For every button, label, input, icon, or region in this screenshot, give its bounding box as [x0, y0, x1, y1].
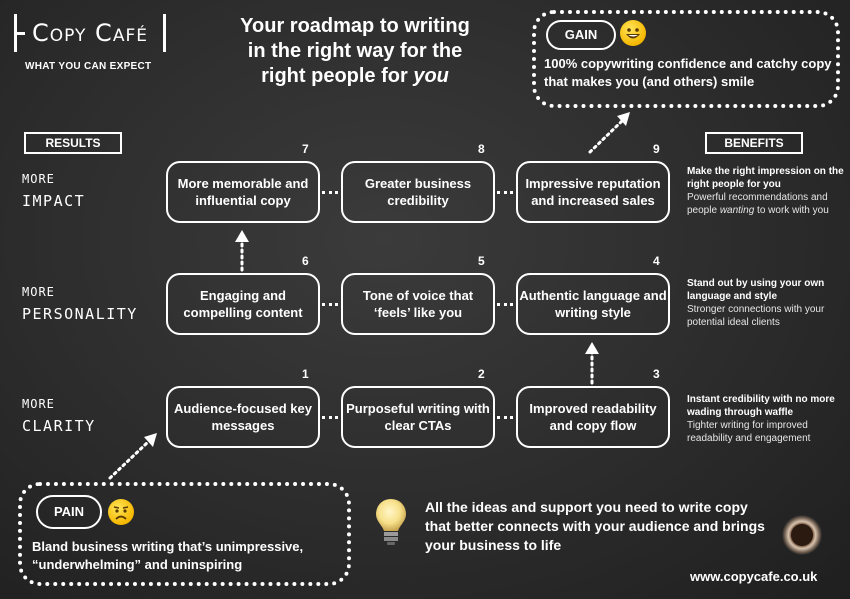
pain-text: Bland business writing that’s unimpressive, “underwhelming” and uninspiring [32, 539, 304, 572]
step-number: 5 [478, 254, 485, 268]
row-more-text: MORE [22, 285, 55, 299]
benefit-impact [687, 165, 847, 217]
row-main-text: PERSONALITY [22, 305, 138, 323]
row-more-text: MORE [22, 397, 55, 411]
arrow-head-up [235, 230, 249, 242]
worried-face-icon [108, 499, 134, 525]
benefit-detail-text: to work with you [754, 205, 829, 216]
benefit-headline: Instant credibility with no more wading through waffle [687, 394, 835, 418]
benefit-headline: Stand out by using your own language and style [687, 278, 825, 302]
arrow-pain-to-1-line [110, 442, 148, 478]
step-number: 8 [478, 142, 485, 156]
row-main-text: IMPACT [22, 192, 86, 210]
gain-text: 100% copywriting confidence and catchy copy that makes you (and others) smile [544, 56, 832, 89]
step-number: 6 [302, 254, 309, 268]
title-line-2: in the right way for the [247, 40, 463, 62]
step-text: Greater business credibility [364, 176, 472, 208]
logo-text: Copy Café [32, 19, 148, 47]
benefit-detail: Tighter writing for improved readability and engagement [687, 420, 811, 444]
benefit-headline: Make the right impression on the right people for you [687, 166, 844, 190]
pain-label: PAIN [36, 495, 102, 529]
lightbulb-icon [374, 497, 408, 552]
ideas-text: All the ideas and support you need to write copy that better connects with your audience and brings your business to life [425, 499, 765, 553]
title-line-3-emphasis: you [413, 65, 449, 87]
step-text: Authentic language and writing style [519, 288, 667, 320]
gain-label: GAIN [546, 20, 616, 50]
step-text: Purposeful writing with clear CTAs [346, 401, 490, 433]
results-header: RESULTS [24, 132, 122, 154]
website-link[interactable]: www.copycafe.co.uk [690, 569, 818, 584]
arrow-9-to-gain-line [590, 121, 622, 152]
step-number: 4 [653, 254, 660, 268]
title-line-1: Your roadmap to writing [240, 15, 470, 37]
coffee-cup-icon [782, 515, 822, 555]
benefit-detail [687, 191, 847, 217]
step-text: Engaging and compelling content [183, 288, 303, 320]
step-number: 2 [478, 367, 485, 381]
row-main-text: CLARITY [22, 417, 96, 435]
benefit-detail: Stronger connections with your potential ideal clients [687, 304, 825, 328]
benefit-detail-text: Powerful recommendations and people [687, 192, 828, 216]
step-text: Improved readability and copy flow [529, 401, 657, 433]
title-line-3-text: right people for [261, 65, 414, 87]
row-more-text: MORE [22, 172, 55, 186]
step-text: Impressive reputation and increased sales [525, 176, 661, 208]
step-number: 1 [302, 367, 309, 381]
step-number: 3 [653, 367, 660, 381]
benefit-personality [687, 277, 847, 329]
tagline: WHAT YOU CAN EXPECT [25, 61, 152, 72]
arrow-head-up [585, 342, 599, 354]
arrow-head-diag [617, 112, 630, 126]
step-text: More memorable and influential copy [177, 176, 309, 208]
benefit-detail-emphasis: wanting [719, 205, 755, 216]
step-number: 9 [653, 142, 660, 156]
step-text: Tone of voice that ‘feels’ like you [362, 288, 474, 320]
step-text: Audience-focused key messages [174, 401, 312, 433]
benefit-clarity [687, 393, 847, 445]
step-number: 7 [302, 142, 309, 156]
benefits-header: BENEFITS [705, 132, 803, 154]
